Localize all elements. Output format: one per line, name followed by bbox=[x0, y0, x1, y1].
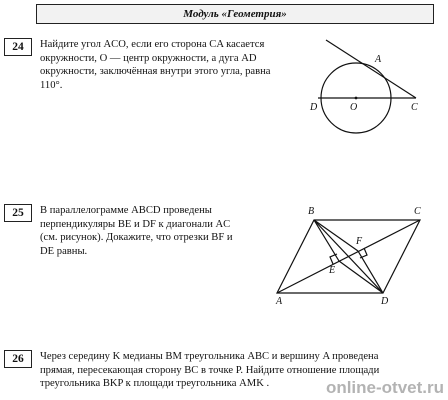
segment-de bbox=[339, 261, 383, 293]
label-b: B bbox=[308, 206, 315, 217]
problem-24-number: 24 bbox=[4, 38, 32, 56]
label-f: F bbox=[356, 236, 363, 247]
label-e: E bbox=[329, 265, 336, 276]
label-c2: C bbox=[414, 206, 421, 217]
parallelogram-figure bbox=[277, 220, 420, 293]
label-d: D bbox=[310, 102, 318, 113]
label-o: O bbox=[350, 102, 358, 113]
problem-24-text: Найдите угол ACO, если его сторона CA касается окружности, O — центр окружности, а дуга AD окружности, заключённая внутри этого угла, равна 110°. bbox=[40, 39, 271, 91]
watermark: online-otvet.ru bbox=[325, 378, 444, 397]
diagonal-bd bbox=[314, 220, 383, 293]
module-title: Модуль «Геометрия» bbox=[183, 8, 287, 20]
label-a2: A bbox=[276, 296, 283, 307]
segment-bf bbox=[314, 220, 358, 251]
problem-26-number: 26 bbox=[4, 350, 32, 368]
center-point bbox=[355, 97, 358, 100]
problem-26-text: Через середину K медианы BM треугольника ABC и вершину A проведена прямая, пересекающая сторону BC в точке P. Найдите отношение площади треугольника BKP к площади треугольника AMK . bbox=[40, 351, 380, 390]
circle-figure bbox=[318, 40, 416, 133]
label-a: A bbox=[375, 54, 382, 65]
tangent-line bbox=[326, 40, 416, 98]
label-c: C bbox=[411, 102, 418, 113]
problem-25-number: 25 bbox=[4, 204, 32, 222]
label-d2: D bbox=[381, 296, 389, 307]
problem-25-text: В параллелограмме ABCD проведены перпендикуляры BE и DF к диагонали AC (см. рисунок). Докажите, что отрезки BF и DE равны. bbox=[40, 205, 233, 257]
